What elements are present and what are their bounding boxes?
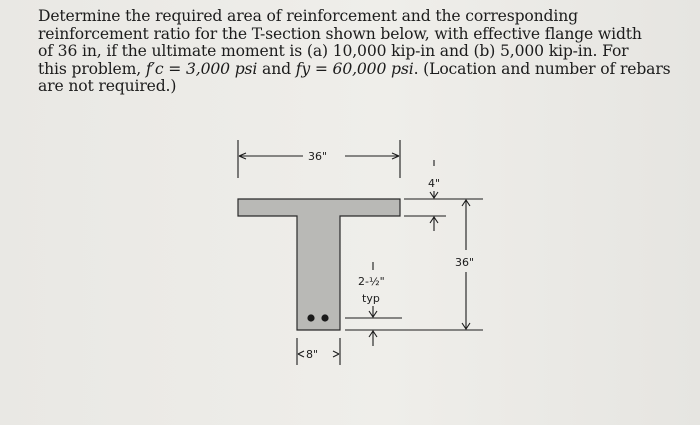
- problem-line-3: of 36 in, if the ultimate moment is (a) 10,000 kip-in and (b) 5,000 kip-in. For: [38, 42, 629, 61]
- flange-thickness-label: 4": [428, 177, 441, 190]
- problem-line-4-end: . (Location and number of rebars: [413, 59, 671, 78]
- problem-line-4-start: this problem,: [38, 59, 146, 78]
- fc-value: = 3,000 psi: [163, 59, 258, 78]
- rebar-right: [321, 314, 328, 321]
- web-width-label: 8": [306, 348, 319, 361]
- web-width-dimension: [297, 338, 340, 365]
- cover-label: 2-½": [358, 275, 385, 288]
- problem-line-5: are not required.): [38, 77, 177, 96]
- flange-thickness-dimension: [428, 160, 441, 231]
- rebar-left: [307, 314, 314, 321]
- cover-typ-label: typ: [362, 292, 380, 305]
- flange-width-label: 36": [308, 150, 328, 163]
- problem-line-1: Determine the required area of reinforcement and the corresponding: [38, 7, 578, 25]
- fy-value: = 60,000 psi: [310, 59, 414, 78]
- problem-line-2: reinforcement ratio for the T-section shown below, with effective flange width: [38, 24, 642, 43]
- t-section-shape: [238, 199, 400, 330]
- problem-line-4-and: and: [257, 59, 296, 78]
- fy-symbol: fy: [295, 59, 311, 78]
- total-depth-label: 36": [455, 256, 475, 269]
- fc-symbol: f′c: [145, 59, 164, 78]
